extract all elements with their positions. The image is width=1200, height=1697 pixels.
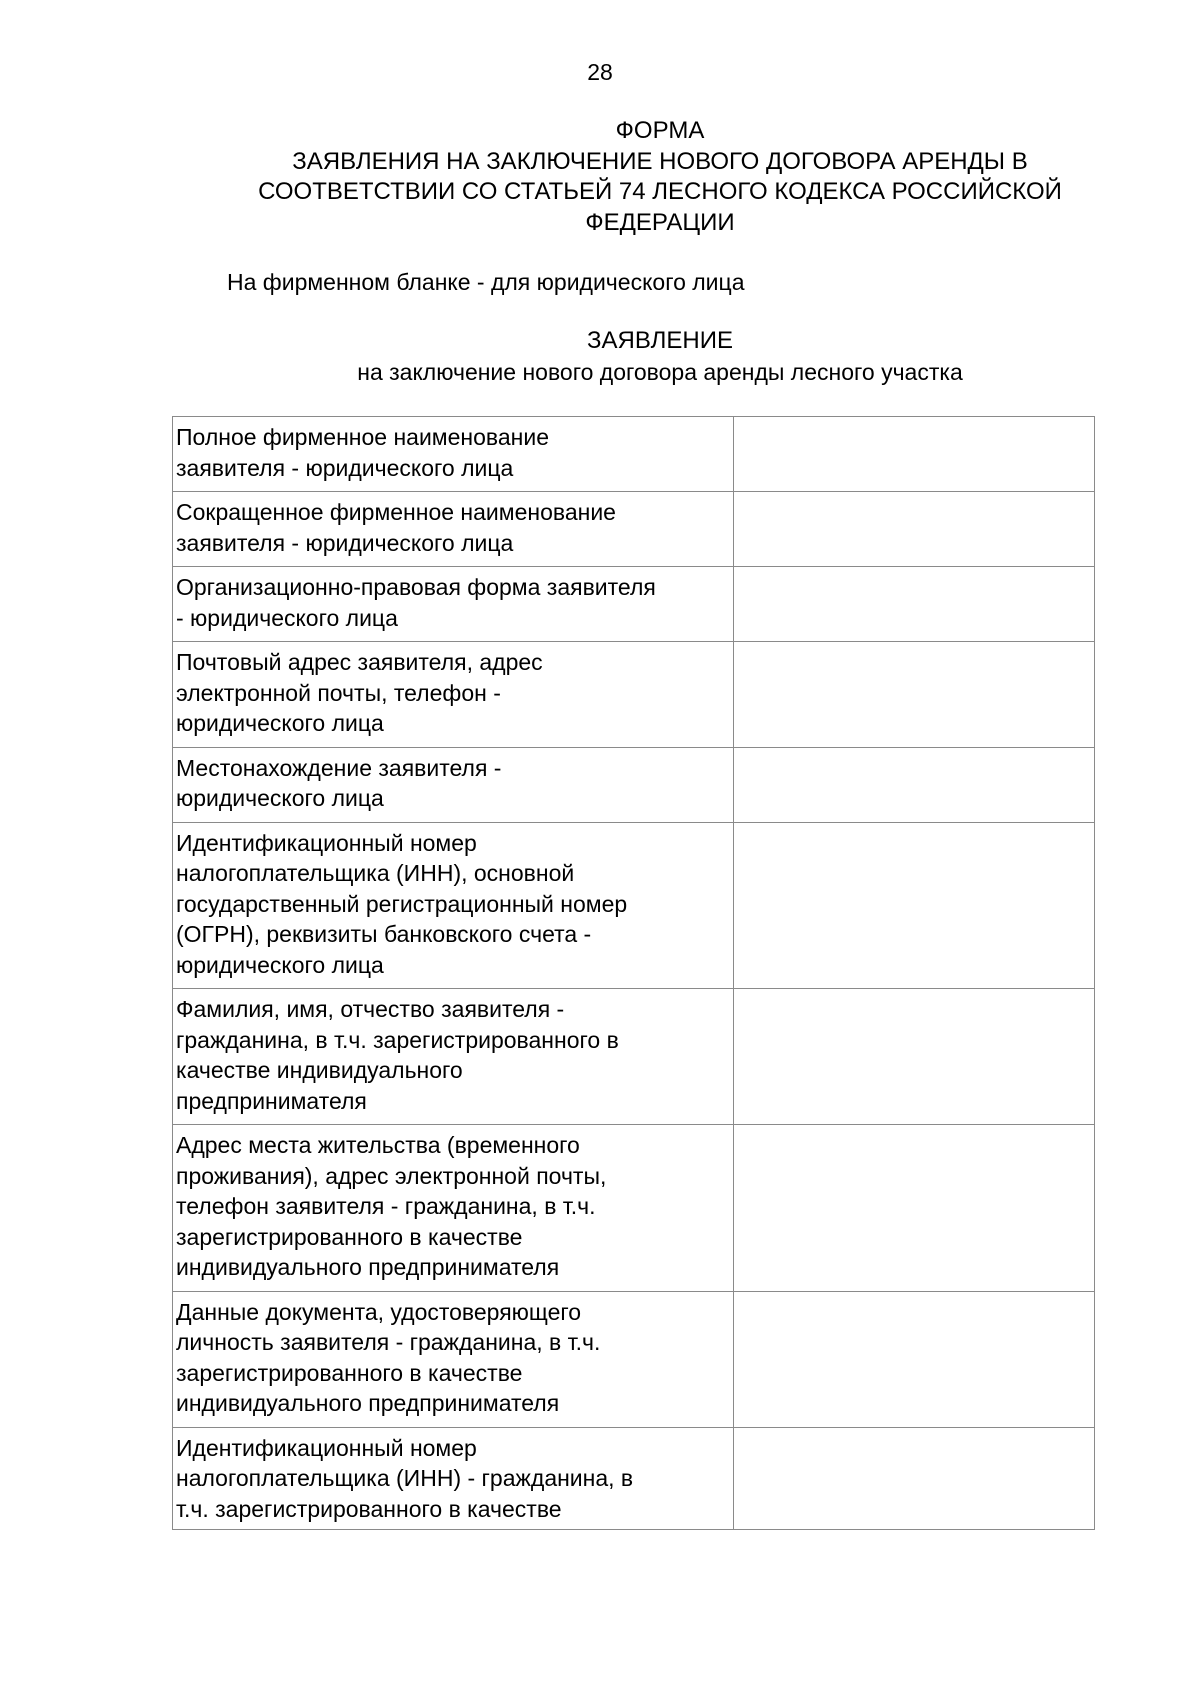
field-label-line: Адрес места жительства (временного (176, 1132, 580, 1158)
field-value-cell[interactable] (734, 1125, 1095, 1292)
field-label-cell (173, 747, 734, 822)
field-label-cell (173, 822, 734, 989)
field-label-line: юридического лица (176, 710, 384, 736)
table-row (173, 417, 1095, 492)
table-row (173, 492, 1095, 567)
table-row (173, 1291, 1095, 1427)
field-label-cell (173, 1427, 734, 1530)
field-label-line: государственный регистрационный номер (176, 890, 628, 917)
form-header-line: ФОРМА (615, 117, 705, 144)
field-label-line: гражданина, в т.ч. зарегистрированного в (176, 1026, 619, 1053)
field-label-line: налогоплательщика (ИНН) - гражданина, в (176, 1465, 634, 1491)
field-label-line: Идентификационный номер (176, 829, 477, 856)
form-header-line: ФЕДЕРАЦИИ (585, 208, 735, 236)
field-value-cell[interactable] (734, 1291, 1095, 1427)
field-label-cell (173, 417, 734, 492)
statement-title: ЗАЯВЛЕНИЕ (587, 327, 733, 354)
form-header-line: СООТВЕТСТВИИ СО СТАТЬЕЙ 74 ЛЕСНОГО КОДЕКСА РОССИЙСКОЙ (258, 178, 1062, 205)
field-label-line: качестве индивидуального (176, 1057, 463, 1083)
letterhead-note: На фирменном бланке - для юридического лица (227, 269, 745, 295)
field-label-line: Полное фирменное наименование (176, 424, 549, 450)
field-label-line: предпринимателя (176, 1087, 367, 1114)
table-row (173, 747, 1095, 822)
field-label-line: Идентификационный номер (176, 1434, 477, 1461)
field-value-cell[interactable] (734, 417, 1095, 492)
field-label-cell (173, 567, 734, 642)
field-label-line: заявителя - юридического лица (176, 454, 514, 481)
page-number: 28 (587, 59, 613, 85)
field-label-cell (173, 989, 734, 1125)
table-row (173, 822, 1095, 989)
field-label-line: налогоплательщика (ИНН), основной (176, 860, 575, 886)
field-value-cell[interactable] (734, 492, 1095, 567)
field-value-cell[interactable] (734, 747, 1095, 822)
table-row (173, 567, 1095, 642)
field-label-line: (ОГРН), реквизиты банковского счета - (176, 921, 592, 947)
statement-subtitle: на заключение нового договора аренды лесного участка (357, 359, 963, 385)
field-value-cell[interactable] (734, 822, 1095, 989)
field-label-line: заявителя - юридического лица (176, 529, 514, 556)
table-row (173, 989, 1095, 1125)
field-label-line: Сокращенное фирменное наименование (176, 499, 616, 525)
field-value-cell[interactable] (734, 642, 1095, 748)
field-label-line: зарегистрированного в качестве (176, 1359, 523, 1386)
field-label-cell (173, 1291, 734, 1427)
applicant-info-table (172, 416, 1095, 1530)
field-label-line: т.ч. зарегистрированного в качестве (176, 1495, 562, 1522)
field-label-line: Местонахождение заявителя - (176, 754, 502, 781)
field-label-line: электронной почты, телефон - (176, 679, 501, 706)
field-value-cell[interactable] (734, 1427, 1095, 1530)
field-value-cell[interactable] (734, 989, 1095, 1125)
field-label-line: - юридического лица (176, 604, 398, 631)
field-label-line: юридического лица (176, 951, 384, 978)
field-label-line: индивидуального предпринимателя (176, 1390, 560, 1416)
form-header-line: ЗАЯВЛЕНИЯ НА ЗАКЛЮЧЕНИЕ НОВОГО ДОГОВОРА АРЕНДЫ В (292, 147, 1028, 175)
field-label-line: юридического лица (176, 785, 384, 811)
field-label-line: проживания), адрес электронной почты, (176, 1162, 607, 1189)
form-header (200, 116, 1120, 238)
field-label-line: Почтовый адрес заявителя, адрес (176, 649, 543, 675)
table-row (173, 642, 1095, 748)
field-value-cell[interactable] (734, 567, 1095, 642)
field-label-line: зарегистрированного в качестве (176, 1223, 523, 1250)
field-label-cell (173, 1125, 734, 1292)
table-row (173, 1427, 1095, 1530)
field-label-line: Организационно-правовая форма заявителя (176, 574, 656, 600)
field-label-line: телефон заявителя - гражданина, в т.ч. (176, 1193, 596, 1219)
field-label-line: Данные документа, удостоверяющего (176, 1298, 582, 1325)
field-label-line: личность заявителя - гражданина, в т.ч. (176, 1329, 601, 1355)
field-label-cell (173, 492, 734, 567)
field-label-cell (173, 642, 734, 748)
field-label-line: Фамилия, имя, отчество заявителя - (176, 996, 565, 1022)
table-row (173, 1125, 1095, 1292)
field-label-line: индивидуального предпринимателя (176, 1254, 560, 1280)
